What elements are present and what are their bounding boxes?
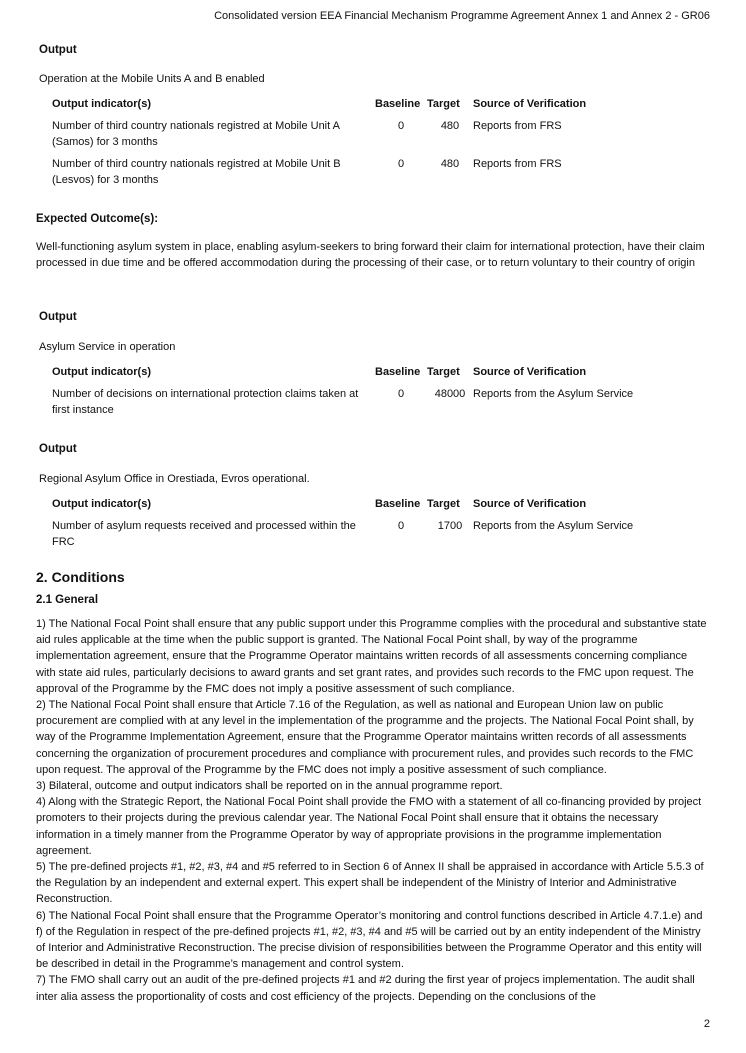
output-text: Regional Asylum Office in Orestiada, Evros operational.	[39, 473, 310, 485]
condition-item: 5) The pre-defined projects #1, #2, #3, #4 and #5 referred to in Section 6 of Annex II shall be appraised in accordance with Article 5.5.3 of the Regulation by an independent and external expert. This expert shall be independent of the Ministry of Interior and Administrative Reconstruction.	[36, 861, 704, 906]
col-header-source: Source of Verification	[473, 366, 587, 378]
target-cell: 480	[440, 158, 460, 170]
output-text: Asylum Service in operation	[39, 341, 176, 353]
baseline-cell: 0	[397, 388, 405, 400]
target-cell: 1700	[437, 520, 463, 532]
condition-item: 2) The National Focal Point shall ensure that Article 7.16 of the Regulation, as well as national and European Union law on public procurement are complied with at any level in the implementation of the programme and the projects. The National Focal Point shall, by way of the Programme Implementation Agreement, ensure that the Programme Operator maintains written records of all assessments concerning the organization of procurement procedures and compliance with procurement rules, and provides such records to the FMC upon request. The approval of the Programme by the FMC does not imply a positive assessment of such compliance.	[36, 699, 694, 776]
col-header-source: Source of Verification	[473, 498, 587, 510]
source-cell: Reports from FRS	[473, 158, 562, 170]
target-cell: 48000	[434, 388, 466, 400]
page-number: 2	[703, 1018, 710, 1030]
baseline-cell: 0	[397, 520, 405, 532]
indicator-cell: Number of third country nationals registred at Mobile Unit B (Lesvos) for 3 months	[52, 158, 341, 186]
output-text: Operation at the Mobile Units A and B enabled	[39, 73, 265, 85]
baseline-cell: 0	[397, 158, 405, 170]
output-label: Output	[39, 44, 77, 56]
conditions-list	[36, 616, 708, 1005]
output-label: Output	[39, 443, 77, 455]
col-header-indicator: Output indicator(s)	[52, 98, 151, 110]
col-header-baseline: Baseline	[375, 366, 421, 378]
indicator-cell: Number of decisions on international protection claims taken at first instance	[52, 388, 359, 416]
col-header-baseline: Baseline	[375, 498, 421, 510]
output-label: Output	[39, 311, 77, 323]
col-header-indicator: Output indicator(s)	[52, 498, 151, 510]
indicator-cell: Number of third country nationals registred at Mobile Unit A (Samos) for 3 months	[52, 120, 340, 148]
expected-outcome-label: Expected Outcome(s):	[36, 213, 159, 225]
expected-outcome-text: Well-functioning asylum system in place, enabling asylum-seekers to bring forward their claim for international protection, have their claim processed in due time and be offered accommodation during the processing of their case, or to return voluntary to their country of origin	[36, 241, 705, 270]
baseline-cell: 0	[397, 120, 405, 132]
table-row	[52, 118, 673, 156]
table-row	[52, 518, 673, 556]
condition-item: 3) Bilateral, outcome and output indicators shall be reported on in the annual programme report.	[36, 780, 503, 793]
col-header-target: Target	[427, 98, 460, 110]
output-indicator-table	[52, 496, 673, 556]
output-indicator-table	[52, 364, 673, 424]
condition-item: 4) Along with the Strategic Report, the National Focal Point shall provide the FMO with a statement of all co-financing provided by project promoters to their projects during the previous calendar year. The National Focal Point shall ensure that it obtains the necessary information in a timely manner from the Programme Operator by way of appropriate provisions in the programme implementation agreement.	[36, 796, 702, 857]
subsection-heading: 2.1 General	[36, 594, 99, 606]
col-header-source: Source of Verification	[473, 98, 587, 110]
condition-item: 6) The National Focal Point shall ensure that the Programme Operator’s monitoring and control functions described in Article 4.7.1.e) and f) of the Regulation in respect of the pre-defined projects #1, #2, #3, #4 and #5 will be carried out by an entity independent of the Ministry of Interior and Administrative Reconstruction. The precise division of responsibilities between the Programme Operator and this entity will be described in detail in the Programme’s management and control system.	[36, 909, 703, 971]
table-row	[52, 156, 673, 194]
source-cell: Reports from the Asylum Service	[473, 388, 634, 400]
source-cell: Reports from FRS	[473, 120, 562, 132]
col-header-indicator: Output indicator(s)	[52, 366, 151, 378]
condition-item: 7) The FMO shall carry out an audit of the pre-defined projects #1 and #2 during the first year of projecs implementation. The audit shall inter alia assess the proportionality of costs and cost efficiency of the projects. Depending on the conclusions of the	[36, 974, 695, 1003]
col-header-target: Target	[427, 366, 460, 378]
condition-item: 1) The National Focal Point shall ensure that any public support under this Programme complies with the procedural and substantive state aid rules applicable at the time when the public support is granted. The National Focal Point shall, by way of the programme implementation agreement, ensure that the Programme Operator maintains written records of all assessments concerning compliance with state aid rules, particularly decisions to award grants and set grant rates, and provides such records to the FMC upon request. The approval of the Programme by the FMC does not imply a positive assessment of such compliance.	[36, 618, 707, 695]
col-header-baseline: Baseline	[375, 98, 421, 110]
page-header: Consolidated version EEA Financial Mechanism Programme Agreement Annex 1 and Annex 2 - GR06	[214, 10, 710, 22]
source-cell: Reports from the Asylum Service	[473, 520, 634, 532]
output-indicator-table	[52, 96, 673, 194]
col-header-target: Target	[427, 498, 460, 510]
target-cell: 480	[440, 120, 460, 132]
section-heading: 2. Conditions	[36, 569, 125, 585]
table-row	[52, 386, 673, 424]
indicator-cell: Number of asylum requests received and processed within the FRC	[52, 520, 356, 548]
